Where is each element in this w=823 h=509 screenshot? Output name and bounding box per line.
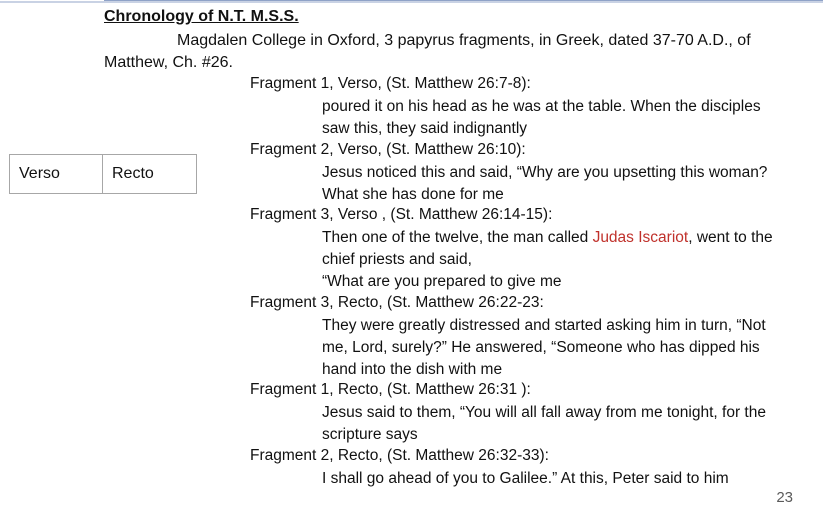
header-rule [104,0,823,1]
fragment-2-recto-text [322,468,729,490]
text-line: chief priests and said, [322,251,472,268]
highlighted-name: Judas Iscariot [592,229,689,246]
fragment-3-verso-heading: Fragment 3, Verso , (St. Matthew 26:14-15): [250,206,553,223]
text-line: poured it on his head as he was at the table. When the disciples [322,98,761,115]
text-line: me, Lord, surely?” He answered, “Someone who has dipped his [322,339,760,356]
fragment-1-verso-text [322,96,761,140]
fragment-3-recto-heading: Fragment 3, Recto, (St. Matthew 26:22-23: [250,294,544,311]
top-border [0,1,823,3]
text-segment: , went to the [688,229,773,246]
verso-recto-table [9,154,197,194]
fragment-2-verso-heading: Fragment 2, Verso, (St. Matthew 26:10): [250,141,526,158]
fragment-1-recto-text [322,402,766,446]
table-cell-verso: Verso [10,155,103,193]
fragment-2-recto-heading: Fragment 2, Recto, (St. Matthew 26:32-33): [250,447,549,464]
fragment-2-verso-text [322,162,767,206]
text-line: scripture says [322,426,418,443]
page-number: 23 [776,489,793,506]
fragment-1-verso-heading: Fragment 1, Verso, (St. Matthew 26:7-8): [250,75,531,92]
text-segment: Then one of the twelve, the man called [322,229,593,246]
text-line: hand into the dish with me [322,361,503,378]
fragment-1-recto-heading: Fragment 1, Recto, (St. Matthew 26:31 ): [250,381,531,398]
intro-line-1: Magdalen College in Oxford, 3 papyrus fragments, in Greek, dated 37-70 A.D., of [177,32,751,49]
fragment-3-recto-text [322,315,766,381]
text-line: They were greatly distressed and started asking him in turn, “Not [322,317,766,334]
page-title: Chronology of N.T. M.S.S. [104,8,299,25]
text-line: I shall go ahead of you to Galilee.” At this, Peter said to him [322,470,729,487]
intro-line-2: Matthew, Ch. #26. [104,54,233,71]
text-line: Jesus noticed this and said, “Why are you upsetting this woman? [322,164,768,181]
table-cell-recto: Recto [112,165,154,182]
text-line: saw this, they said indignantly [322,120,528,137]
fragment-3-verso-text [322,227,773,293]
text-line: What she has done for me [322,186,504,203]
text-line [322,227,773,249]
text-line: “What are you prepared to give me [322,273,562,290]
text-line: Jesus said to them, “You will all fall away from me tonight, for the [322,404,766,421]
